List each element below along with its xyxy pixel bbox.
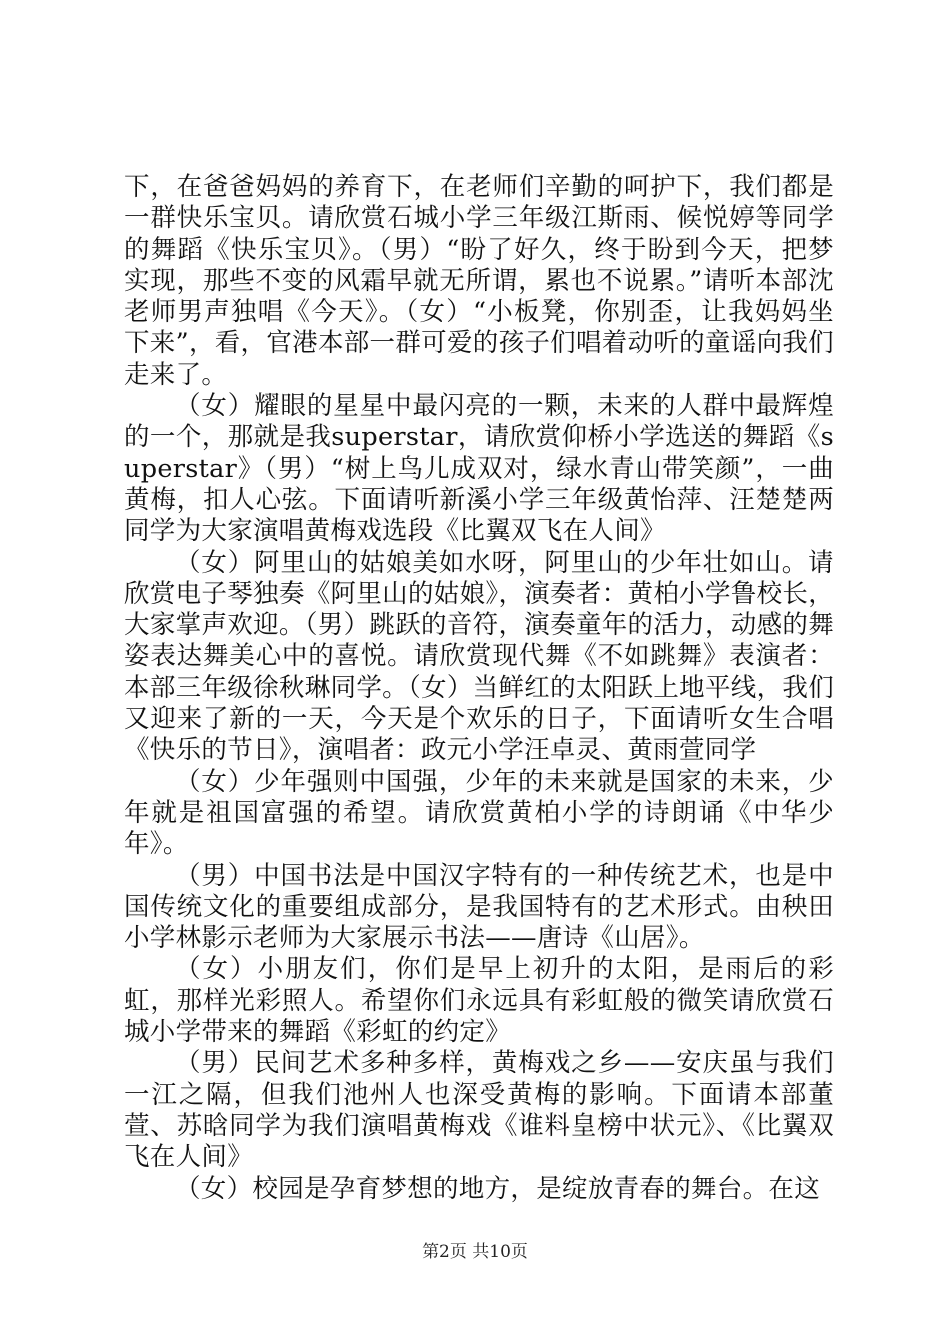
- paragraph: （男）民间艺术多种多样，黄梅戏之乡——安庆虽与我们一江之隔，但我们池州人也深受黄梅的影响。下面请本部董萱、苏晗同学为我们演唱黄梅戏《谁料皇榜中状元》、《比翼双飞在人间》: [124, 1048, 834, 1173]
- paragraph: （男）中国书法是中国汉字特有的一种传统艺术，也是中国传统文化的重要组成部分，是我国特有的艺术形式。由秧田小学林影示老师为大家展示书法——唐诗《山居》。: [124, 860, 834, 954]
- paragraph: 下，在爸爸妈妈的养育下，在老师们辛勤的呵护下，我们都是一群快乐宝贝。请欣赏石城小学三年级江斯雨、候悦婷等同学的舞蹈《快乐宝贝》。（男）“盼了好久，终于盼到今天，把梦实现，那些不变的风霜早就无所谓，累也不说累。”请听本部沈老师男声独唱《今天》。（女）“小板凳，你别歪，让我妈妈坐下来”，看，官港本部一群可爱的孩子们唱着动听的童谣向我们走来了。: [124, 172, 834, 390]
- paragraph: （女）小朋友们，你们是早上初升的太阳，是雨后的彩虹，那样光彩照人。希望你们永远具有彩虹般的微笑请欣赏石城小学带来的舞蹈《彩虹的约定》: [124, 954, 834, 1048]
- paragraph: （女）阿里山的姑娘美如水呀，阿里山的少年壮如山。请欣赏电子琴独奏《阿里山的姑娘》，演奏者：黄柏小学鲁校长，大家掌声欢迎。（男）跳跃的音符，演奏童年的活力，动感的舞姿表达舞美心中的喜悦。请欣赏现代舞《不如跳舞》表演者：本部三年级徐秋琳同学。（女）当鲜红的太阳跃上地平线，我们又迎来了新的一天，今天是个欢乐的日子，下面请听女生合唱《快乐的节日》，演唱者：政元小学汪卓灵、黄雨萱同学: [124, 547, 834, 766]
- document-body: [124, 172, 834, 1205]
- paragraph: （女）校园是孕育梦想的地方，是绽放青春的舞台。在这: [175, 1173, 821, 1204]
- paragraph: （女）少年强则中国强，少年的未来就是国家的未来，少年就是祖国富强的希望。请欣赏黄柏小学的诗朗诵《中华少年》。: [124, 766, 834, 860]
- paragraph: （女）耀眼的星星中最闪亮的一颗，未来的人群中最辉煌的一个，那就是我superstar，请欣赏仰桥小学选送的舞蹈《superstar》（男）“树上鸟儿成双对，绿水青山带笑颜”，一曲黄梅，扣人心弦。下面请听新溪小学三年级黄怡萍、汪楚楚两同学为大家演唱黄梅戏选段《比翼双飞在人间》: [124, 391, 834, 547]
- page-number-footer: 第2页 共10页: [422, 1242, 528, 1262]
